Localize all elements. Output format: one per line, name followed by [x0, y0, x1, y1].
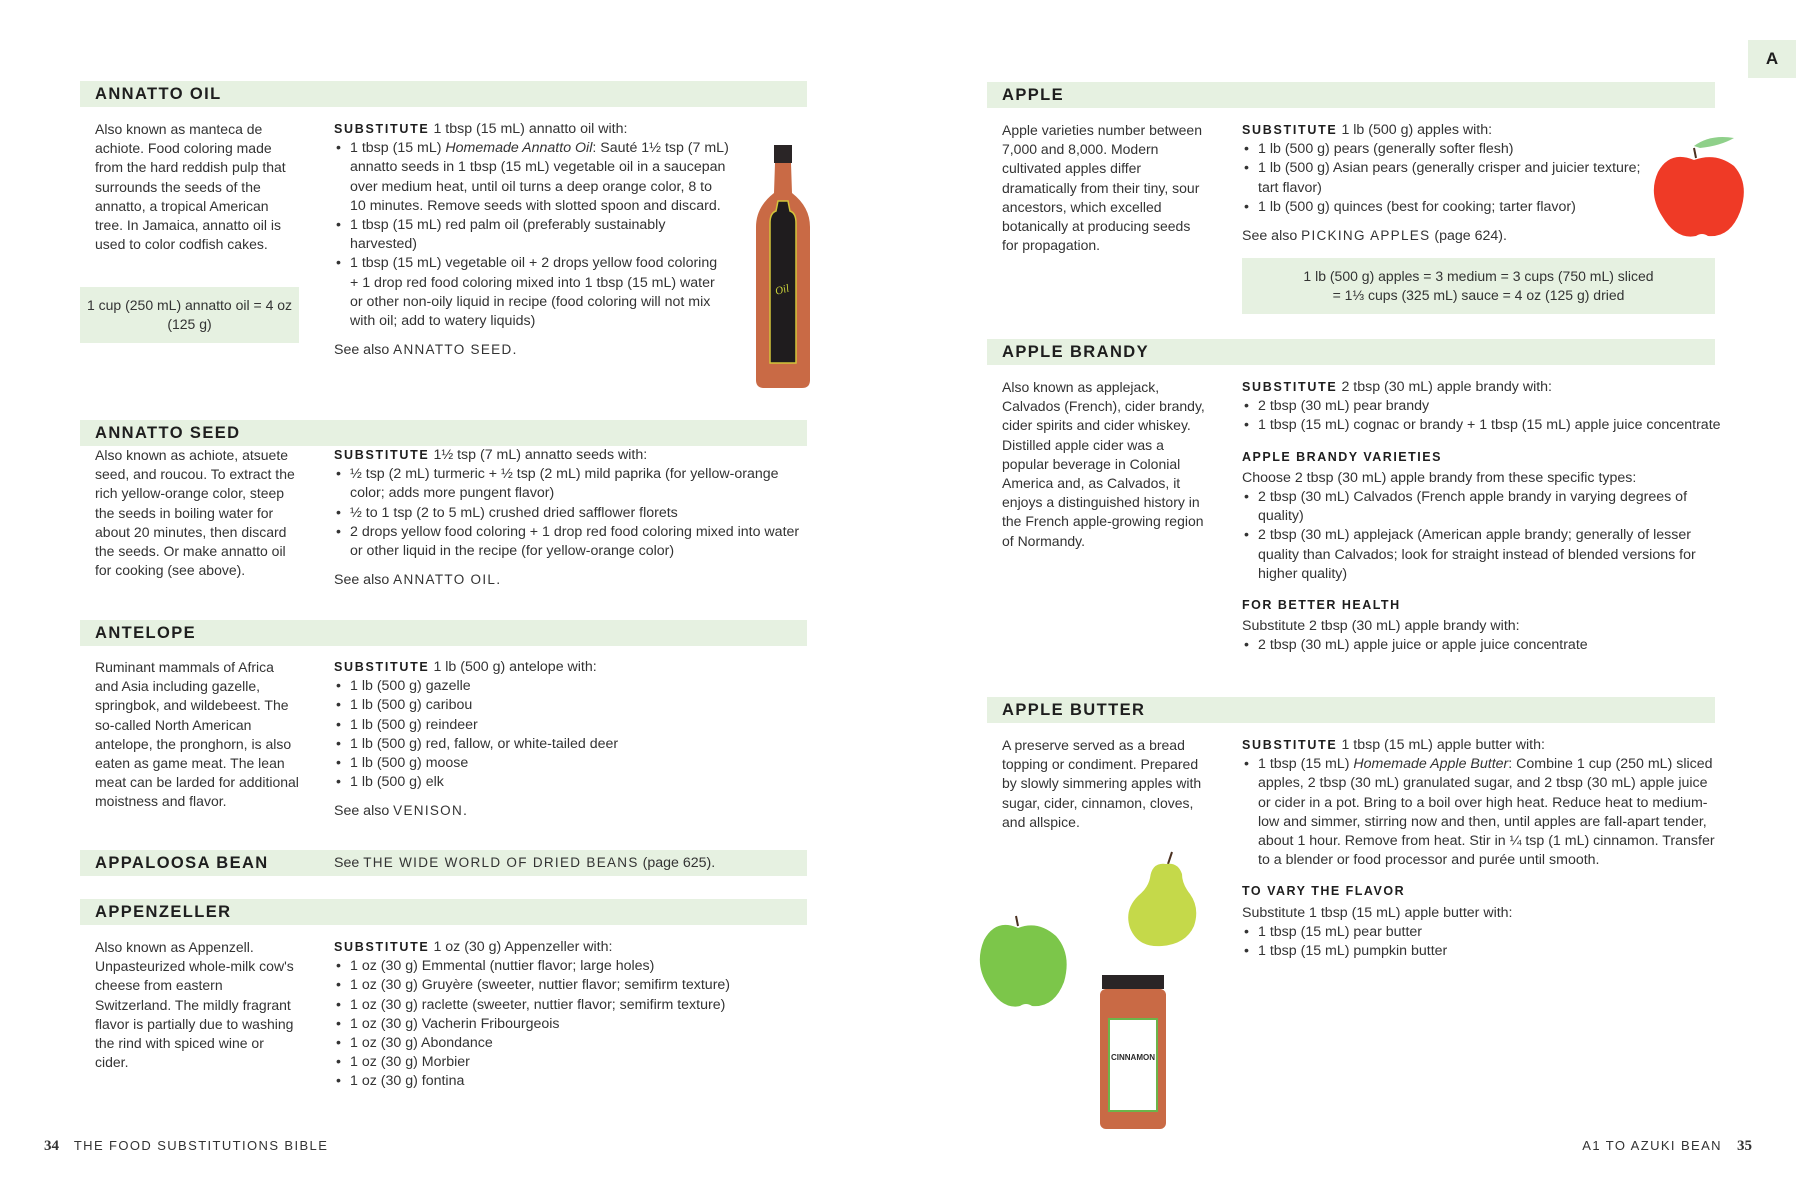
apple-brandy-description: Also known as applejack, Calvados (French), cider brandy, cider spirits and cider whiskey. Distilled apple cider was a popular beverage in Colonial America and, as Calvados, it enjoys a distinguished history in the French apple-growing region of Normandy.	[1002, 379, 1205, 549]
list-item: • ½ to 1 tsp (2 to 5 mL) crushed dried safflower florets	[334, 504, 804, 523]
list-item: • 1 lb (500 g) red, fallow, or white-tailed deer	[334, 735, 804, 754]
apple-substitutes	[1242, 121, 1642, 246]
list-item: • 1 lb (500 g) Asian pears (generally crisper and juicier texture; tart flavor)	[1242, 159, 1642, 197]
substitute-text: 1 tbsp (15 mL) annatto oil with:	[433, 121, 628, 137]
see-also-link[interactable]: VENISON	[393, 803, 464, 819]
apple-brandy-header	[987, 339, 1715, 365]
section-tab[interactable]: A	[1748, 40, 1796, 78]
see-also: See also ANNATTO SEED.	[334, 342, 517, 359]
right-page	[898, 0, 1796, 1196]
list-item: • 1 oz (30 g) Abondance	[334, 1034, 804, 1053]
list-item: • 2 drops yellow food coloring + 1 drop red food coloring mixed into water or other liquid in the recipe (for yellow-orange color)	[334, 523, 804, 561]
see-also: See also ANNATTO OIL.	[334, 572, 501, 589]
see-link[interactable]: THE WIDE WORLD OF DRIED BEANS	[363, 855, 639, 870]
apple-butter-header	[987, 697, 1715, 723]
list-item: • ½ tsp (2 mL) turmeric + ½ tsp (2 mL) mild paprika (for yellow-orange color; adds more pungent flavor)	[334, 465, 804, 503]
appaloosa-bean-header	[80, 850, 807, 876]
list-item: • 1 tbsp (15 mL) pear butter	[1242, 923, 1720, 942]
annatto-seed-description: Also known as achiote, atsuete seed, and roucou. To extract the rich yellow-orange color, steep the seeds in boiling water for about 20 minutes, then discard the seeds. Or make annatto oil for cooking (see above).	[95, 447, 295, 579]
list-item: • 1 lb (500 g) gazelle	[334, 677, 804, 696]
book-title: THE FOOD SUBSTITUTIONS BIBLE	[73, 1138, 329, 1153]
list-item: • 1 tbsp (15 mL) vegetable oil + 2 drops yellow food coloring + 1 drop red food coloring mixed into 1 tbsp (15 mL) water or other non-oily liquid in recipe (food coloring will not mix with oil; add to watery liquids)	[334, 254, 729, 331]
varieties-intro: Choose 2 tbsp (30 mL) apple brandy from these specific types:	[1242, 469, 1637, 486]
bottle-label: Oil	[773, 282, 791, 298]
list-item: • 1 oz (30 g) Emmental (nuttier flavor; large holes)	[334, 957, 804, 976]
right-footer	[1582, 1138, 1752, 1155]
page-number: 35	[1737, 1138, 1752, 1154]
apple-butter-description: A preserve served as a bread topping or condiment. Prepared by slowly simmering apples with sugar, cider, cinnamon, cloves, and allspice.	[1002, 737, 1202, 830]
list-item: • 1 oz (30 g) raclette (sweeter, nuttier flavor; semifirm texture)	[334, 996, 804, 1015]
apple-header	[987, 82, 1715, 108]
appaloosa-bean-see: See THE WIDE WORLD OF DRIED BEANS (page 625).	[334, 855, 716, 871]
list-item: • 1 lb (500 g) reindeer	[334, 716, 804, 735]
list-item: • 1 lb (500 g) quinces (best for cooking; tarter flavor)	[1242, 198, 1642, 217]
substitute-text: 2 tbsp (30 mL) apple brandy with:	[1341, 379, 1552, 395]
appaloosa-bean-title: APPALOOSA BEAN	[95, 854, 269, 872]
annatto-oil-description: Also known as manteca de achiote. Food coloring made from the hard reddish pulp that surrounds the seeds of the annatto, a tropical American tree. In Jamaica, annatto oil is used to color codfish cakes.	[95, 121, 286, 253]
see-also: See also VENISON.	[334, 803, 467, 820]
appenzeller-substitutes	[334, 938, 804, 1092]
annatto-seed-header	[80, 420, 807, 446]
annatto-seed-title: ANNATTO SEED	[95, 424, 241, 442]
green-apple-illustration	[978, 910, 1078, 1010]
page-number: 34	[44, 1138, 59, 1154]
substitute-label: SUBSTITUTE	[334, 448, 430, 462]
appenzeller-description: Also known as Appenzell. Unpasteurized whole-milk cow's cheese from eastern Switzerland. The mildly fragrant flavor is partially due to washing the rind with spiced wine or cider.	[95, 939, 294, 1071]
health-intro: Substitute 2 tbsp (30 mL) apple brandy with:	[1242, 618, 1520, 635]
annatto-oil-title: ANNATTO OIL	[95, 85, 222, 103]
health-label: FOR BETTER HEALTH	[1242, 598, 1401, 613]
vary-label: TO VARY THE FLAVOR	[1242, 884, 1406, 899]
list-item: • 1 tbsp (15 mL) red palm oil (preferably sustainably harvested)	[334, 216, 729, 254]
list-item: • 1 lb (500 g) moose	[334, 754, 804, 773]
apple-title: APPLE	[1002, 86, 1065, 104]
appenzeller-title: APPENZELLER	[95, 903, 232, 921]
annatto-oil-substitutes	[334, 120, 729, 360]
substitute-label: SUBSTITUTE	[334, 122, 430, 136]
equivalent-line: 1 lb (500 g) apples = 3 medium = 3 cups (750 mL) sliced	[1303, 268, 1654, 284]
antelope-description: Ruminant mammals of Africa and Asia including gazelle, springbok, and wildebeest. The so-called North American antelope, the pronghorn, is also eaten as game meat. The lean meat can be larded for additional moistness and flavor.	[95, 659, 299, 810]
section-title: A1 TO AZUKI BEAN	[1582, 1138, 1722, 1153]
list-item: • 1 lb (500 g) elk	[334, 773, 804, 792]
vary-intro: Substitute 1 tbsp (15 mL) apple butter with:	[1242, 904, 1513, 921]
oil-bottle-illustration	[752, 145, 814, 390]
equivalent-line: = 1⅓ cups (325 mL) sauce = 4 oz (125 g) dried	[1332, 287, 1625, 304]
cinnamon-jar-illustration	[1098, 975, 1178, 1135]
list-item: • 1 oz (30 g) Vacherin Fribourgeois	[334, 1015, 804, 1034]
antelope-substitutes	[334, 658, 804, 822]
see-also-link[interactable]: ANNATTO OIL	[393, 572, 497, 588]
substitute-text: 1 oz (30 g) Appenzeller with:	[433, 939, 613, 955]
annatto-oil-header	[80, 81, 807, 107]
list-item: • 1 tbsp (15 mL) cognac or brandy + 1 tbsp (15 mL) apple juice concentrate	[1242, 416, 1722, 435]
apple-equivalent	[1242, 258, 1715, 314]
list-item: • 1 lb (500 g) caribou	[334, 696, 804, 715]
list-item: • 1 oz (30 g) Gruyère (sweeter, nuttier flavor; semifirm texture)	[334, 976, 804, 995]
see-also-link[interactable]: ANNATTO SEED	[393, 342, 513, 358]
substitute-label: SUBSTITUTE	[1242, 738, 1338, 752]
substitute-label: SUBSTITUTE	[334, 660, 430, 674]
pear-illustration	[1120, 850, 1210, 950]
substitute-text: 1 lb (500 g) apples with:	[1341, 122, 1493, 138]
left-footer	[44, 1138, 328, 1155]
varieties-label: APPLE BRANDY VARIETIES	[1242, 449, 1442, 464]
annatto-seed-substitutes	[334, 446, 804, 590]
substitute-label: SUBSTITUTE	[1242, 123, 1338, 137]
substitute-label: SUBSTITUTE	[334, 940, 430, 954]
list-item: • 1 lb (500 g) pears (generally softer flesh)	[1242, 140, 1642, 159]
list-item: • 1 tbsp (15 mL) pumpkin butter	[1242, 942, 1720, 961]
apple-description: Apple varieties number between 7,000 and 8,000. Modern cultivated apples differ dramatically from their tiny, sour ancestors, which excelled botanically at producing seeds for propagation.	[1002, 122, 1203, 254]
see-also-link[interactable]: PICKING APPLES	[1301, 228, 1431, 244]
substitute-text: 1 lb (500 g) antelope with:	[433, 659, 597, 675]
substitute-text: 1 tbsp (15 mL) apple butter with:	[1341, 737, 1545, 753]
apple-brandy-title: APPLE BRANDY	[1002, 343, 1149, 361]
list-item: • 1 oz (30 g) Morbier	[334, 1053, 804, 1072]
antelope-title: ANTELOPE	[95, 624, 197, 642]
apple-brandy-substitutes	[1242, 378, 1722, 656]
apple-butter-substitutes	[1242, 736, 1720, 961]
list-item: • 2 tbsp (30 mL) applejack (American apple brandy; generally of lesser quality than Calvados; look for straight instead of blended versions for higher quality)	[1242, 526, 1722, 584]
red-apple-illustration	[1650, 132, 1760, 242]
appenzeller-header	[80, 899, 807, 925]
antelope-header	[80, 620, 807, 646]
annatto-oil-equivalent: 1 cup (250 mL) annatto oil = 4 oz (125 g)	[80, 287, 299, 343]
list-item: • 1 oz (30 g) fontina	[334, 1072, 804, 1091]
substitute-text: 1½ tsp (7 mL) annatto seeds with:	[433, 447, 648, 463]
list-item: • 2 tbsp (30 mL) apple juice or apple juice concentrate	[1242, 636, 1722, 655]
see-also: See also PICKING APPLES (page 624).	[1242, 228, 1507, 245]
jar-label: CINNAMON	[1111, 1053, 1155, 1062]
list-item: • 1 tbsp (15 mL) Homemade Apple Butter: Combine 1 cup (250 mL) sliced apples, 2 tbsp (30 mL) granulated sugar, and 2 tbsp (30 mL) apple juice or cider in a pot. Bring to a boil over high heat. Reduce heat to medium-low and simmer, stirring now and then, until apples are fall-apart tender, about 1 hour. Remove from heat. Stir in ¼ tsp (1 mL) cinnamon. Transfer to a blender or food processor and purée until smooth.	[1242, 755, 1720, 870]
apple-butter-title: APPLE BUTTER	[1002, 701, 1146, 719]
list-item: • 2 tbsp (30 mL) Calvados (French apple brandy in varying degrees of quality)	[1242, 488, 1722, 526]
substitute-label: SUBSTITUTE	[1242, 380, 1338, 394]
list-item: • 1 tbsp (15 mL) Homemade Annatto Oil: Sauté 1½ tsp (7 mL) annatto seeds in 1 tbsp (15 mL) vegetable oil in a saucepan over medium heat, until oil turns a deep orange color, 8 to 10 minutes. Remove seeds with slotted spoon and discard.	[334, 139, 729, 216]
list-item: • 2 tbsp (30 mL) pear brandy	[1242, 397, 1722, 416]
